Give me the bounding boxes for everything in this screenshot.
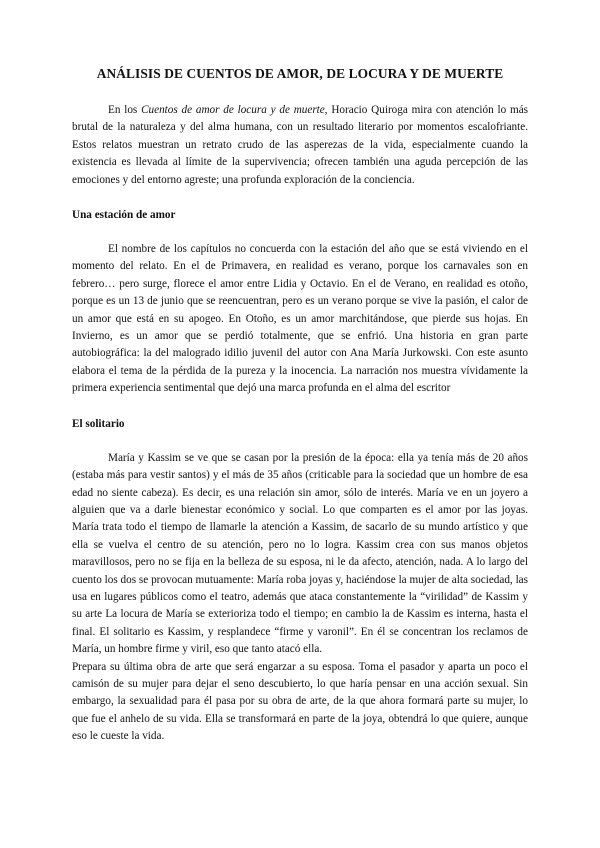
book-title: Cuentos de amor de locura y de muerte <box>141 104 325 116</box>
document-page <box>72 66 528 746</box>
section-heading-una-estacion-de-amor: Una estación de amor <box>72 209 176 222</box>
document-title: ANÁLISIS DE CUENTOS DE AMOR, DE LOCURA Y DE MUERTE <box>96 66 504 81</box>
section-paragraph: María y Kassim se ve que se casan por la presión de la época: ella ya tenía más de 20 años (estaba más para vestir santos) y el más de 35 años (criticable para la sociedad que un hombre de esa edad no siente cabeza). Es decir, es una relación sin amor, sólo de interés. María ve en un joyero a alguien que va a darle bienestar económico y social. Lo que comparten es el amor por las joyas. María trata todo el tiempo de llamarle la atención a Kassim, de sacarlo de su mundo artístico y que ella se vuelva el centro de su atención, pero no lo logra. Kassim crea con sus manos objetos maravillosos, pero no se fija en la belleza de su esposa, ni le da afecto, atención, nada. A lo largo del cuento los dos se provocan mutuamente: María roba joyas y, haciéndose la mujer de alta sociedad, las usa en lugares públicos como el teatro, además que ataca constantemente la “virilidad” de Kassim y su arte La locura de María se exterioriza todo el tiempo; en cambio la de Kassim es interna, hasta el final. El solitario es Kassim, y resplandece “firme y varonil”. En él se concentran los reclamos de María, un hombre firme y viril, eso que tanto atacó ella. <box>72 451 528 656</box>
section-heading-el-solitario: El solitario <box>72 417 125 430</box>
intro-text-before: En los <box>108 104 142 116</box>
section-paragraph: El nombre de los capítulos no concuerda con la estación del año que se está viviendo en el momento del relato. En el de Primavera, en realidad es verano, porque los carnavales son en febrero… pero surge, florece el amor entre Lidia y Octavio. En el de Verano, en realidad es otoño, porque es un 13 de junio que se reencuentran, pero es un verano porque se vive la pasión, el calor de un amor que está en su apogeo. En Otoño, es un amor marchitándose, que pierde sus hojas. En Invierno, es un amor que se perdió totalmente, que se enfrió. Una historia en gran parte autobiográfica: la del malogrado idilio juvenil del autor con Ana María Jurkowski. Con este asunto elabora el tema de la pérdida de la pureza y la inocencia. La narración nos muestra vívidamente la primera experiencia sentimental que dejó una marca profunda en el alma del escritor <box>72 243 528 395</box>
intro-paragraph <box>72 102 528 189</box>
section-paragraph: Prepara su última obra de arte que será engarzar a su esposa. Toma el pasador y aparta un poco el camisón de su mujer para dejar el seno descubierto, lo que haría pensar en una acción sexual. Sin embargo, la sexualidad para él pasa por su obra de arte, de la que ahora formará parte su mujer, lo que fue el anhelo de su vida. Ella se transformará en parte de la joya, obtendrá lo que quiere, aunque eso le cueste la vida. <box>72 660 528 743</box>
intro-text-after: , Horacio Quiroga mira con atención lo más brutal de la naturaleza y del alma humana, con un resultado literario por momentos escalofriante. Estos relatos muestran un retrato crudo de las asperezas de la vida, especialmente cuando la existencia es llevada al límite de la supervivencia; ofrecen también una aguda percepción de las emociones y del entorno agreste; una profunda exploración de la conciencia. <box>72 104 529 186</box>
